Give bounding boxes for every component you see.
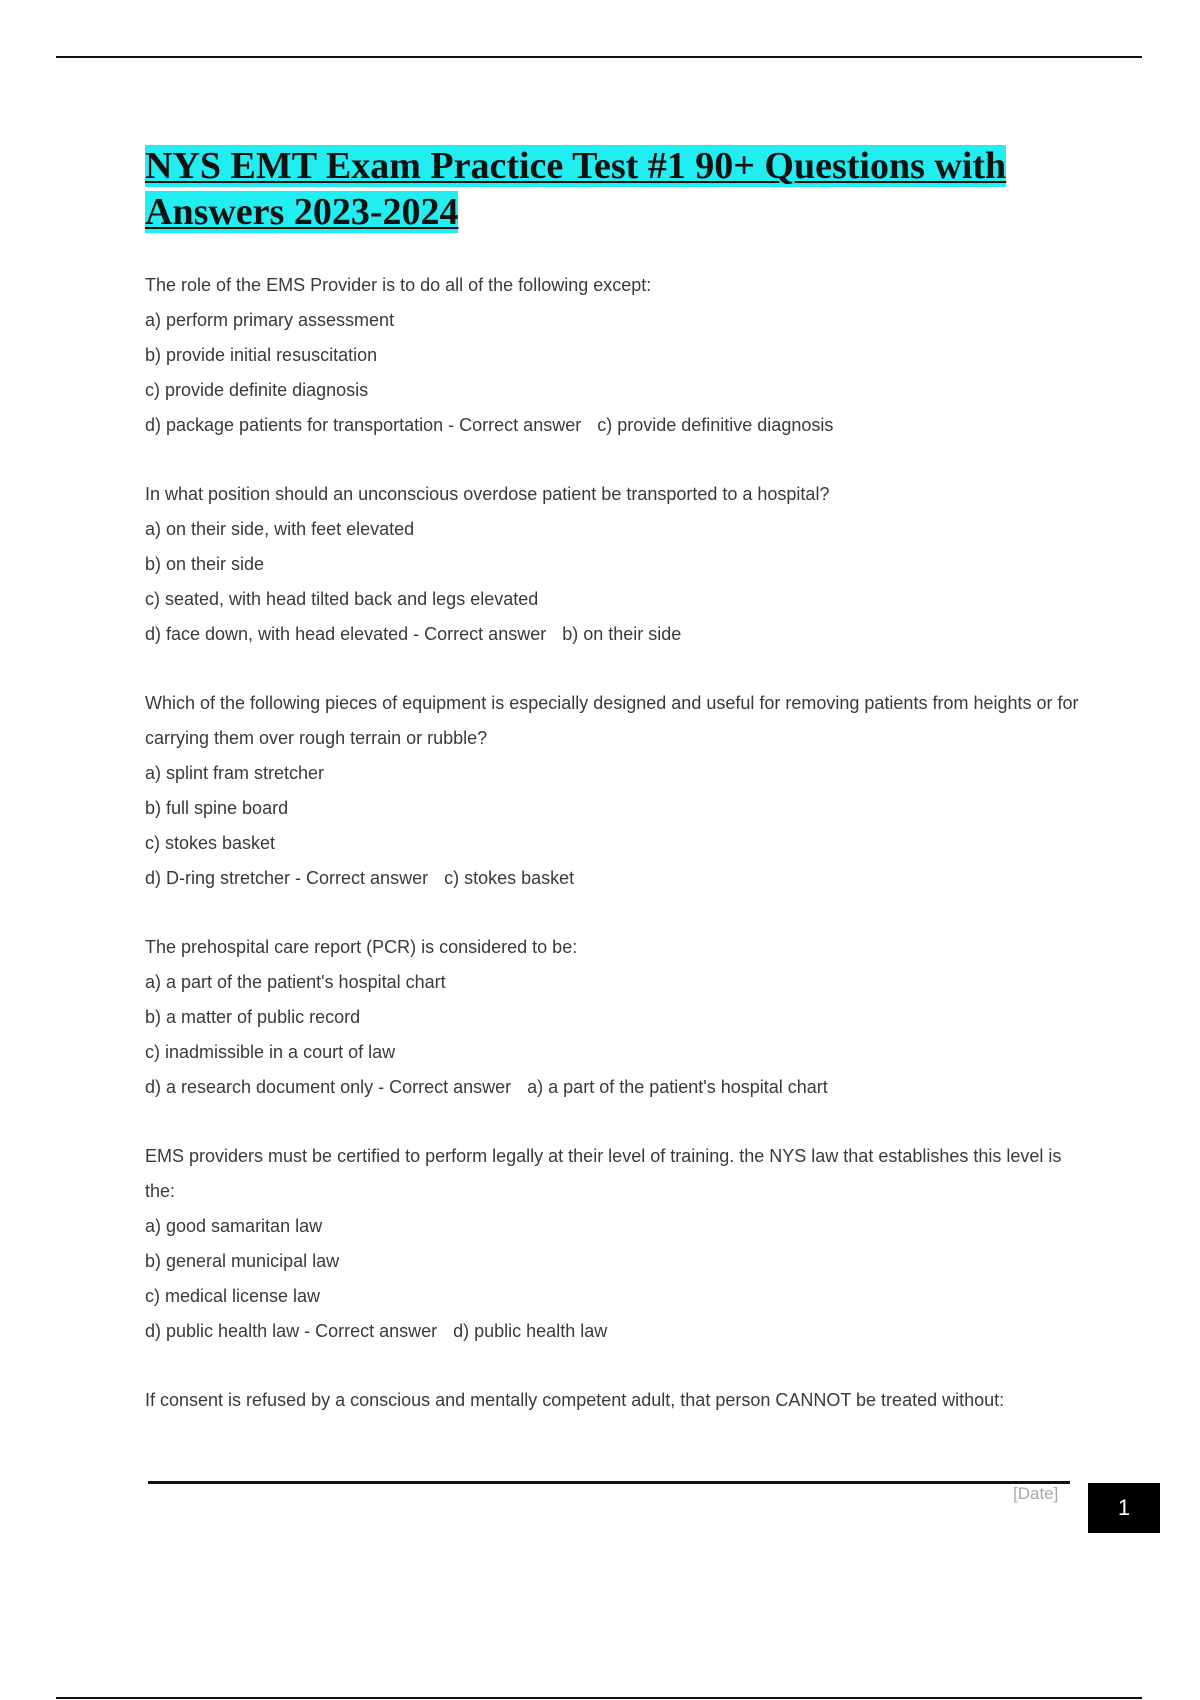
option-c: c) seated, with head tilted back and legs elevated <box>145 589 539 609</box>
question-block <box>145 686 1085 896</box>
correct-answer: c) provide definitive diagnosis <box>597 415 834 435</box>
option-d-with-answer <box>145 617 1085 652</box>
option-d: d) a research document only - Correct answer <box>145 1077 512 1097</box>
option-c: c) inadmissible in a court of law <box>145 1042 396 1062</box>
option-a: a) on their side, with feet elevated <box>145 519 415 539</box>
option-a: a) splint fram stretcher <box>145 763 325 783</box>
question-text: Which of the following pieces of equipment is especially designed and useful for removing patients from heights or for carrying them over rough terrain or rubble? <box>145 693 1079 748</box>
question-text: EMS providers must be certified to perform legally at their level of training. the NYS law that establishes this level is the: <box>145 1146 1062 1201</box>
footer-date: [Date] <box>1013 1484 1059 1503</box>
option-d: d) package patients for transportation - Correct answer <box>145 415 582 435</box>
bottom-rule <box>56 1697 1142 1699</box>
footer-rule <box>148 1481 1070 1484</box>
question-list <box>145 268 1085 1452</box>
option-b: b) a matter of public record <box>145 1007 361 1027</box>
question-text: The prehospital care report (PCR) is considered to be: <box>145 937 578 957</box>
question-text: In what position should an unconscious overdose patient be transported to a hospital? <box>145 484 830 504</box>
option-c: c) stokes basket <box>145 833 276 853</box>
question-block <box>145 268 1085 443</box>
option-a: a) perform primary assessment <box>145 310 395 330</box>
question-text: If consent is refused by a conscious and mentally competent adult, that person CANNOT be treated without: <box>145 1390 1005 1410</box>
option-d: d) public health law - Correct answer <box>145 1321 438 1341</box>
title-line-2: Answers 2023-2024 <box>145 191 459 233</box>
correct-answer: c) stokes basket <box>444 868 575 888</box>
option-a: a) good samaritan law <box>145 1216 323 1236</box>
option-b: b) full spine board <box>145 798 289 818</box>
title-line-1: NYS EMT Exam Practice Test #1 90+ Questions with <box>145 145 1007 187</box>
option-c: c) medical license law <box>145 1286 321 1306</box>
option-d-with-answer <box>145 1070 1085 1105</box>
question-block <box>145 1139 1085 1349</box>
option-c: c) provide definite diagnosis <box>145 380 369 400</box>
correct-answer: b) on their side <box>562 624 682 644</box>
option-d-with-answer <box>145 861 1085 896</box>
question-block <box>145 1383 1085 1418</box>
question-block <box>145 930 1085 1105</box>
page-number: 1 <box>1088 1483 1160 1533</box>
question-block <box>145 477 1085 652</box>
option-b: b) provide initial resuscitation <box>145 345 378 365</box>
option-d-with-answer <box>145 408 1085 443</box>
option-b: b) general municipal law <box>145 1251 340 1271</box>
option-d-with-answer <box>145 1314 1085 1349</box>
option-d: d) D-ring stretcher - Correct answer <box>145 868 429 888</box>
document-title <box>145 143 1075 235</box>
question-text: The role of the EMS Provider is to do all of the following except: <box>145 275 652 295</box>
correct-answer: d) public health law <box>453 1321 608 1341</box>
option-b: b) on their side <box>145 554 265 574</box>
header-rule <box>56 56 1142 58</box>
correct-answer: a) a part of the patient's hospital chart <box>527 1077 828 1097</box>
option-d: d) face down, with head elevated - Correct answer <box>145 624 547 644</box>
option-a: a) a part of the patient's hospital chart <box>145 972 446 992</box>
